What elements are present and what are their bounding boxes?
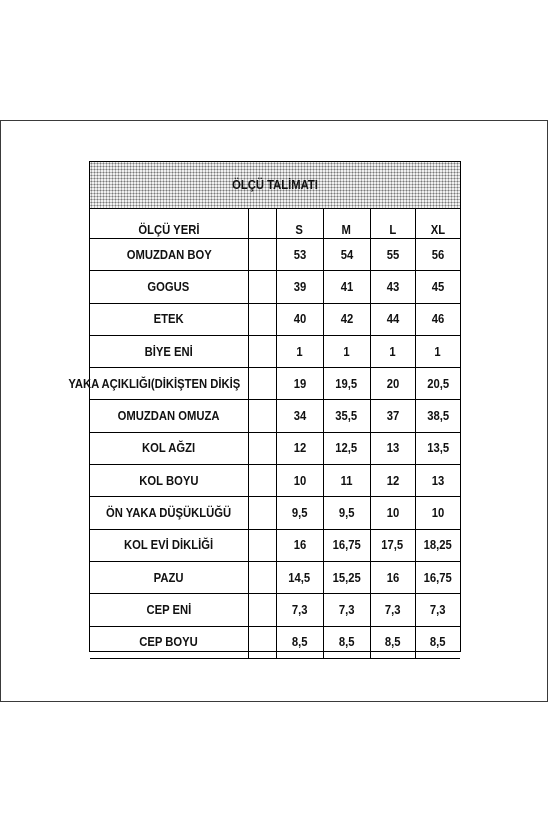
value-cell	[323, 335, 370, 367]
measurement-value: 54	[340, 247, 353, 262]
spacer-cell	[248, 561, 276, 593]
value-cell	[276, 432, 323, 464]
measurement-value: 16	[293, 538, 306, 553]
value-cell	[370, 432, 415, 464]
table-row	[90, 303, 460, 335]
value-cell	[276, 529, 323, 561]
table-row	[90, 497, 460, 529]
measurement-value: 56	[431, 247, 445, 262]
measurement-value: 8,5	[384, 635, 401, 650]
measurement-value: 15,25	[332, 570, 361, 585]
size-header-cell	[415, 209, 460, 239]
measurement-value: 41	[340, 279, 353, 294]
measurement-label: KOL EVİ DİKLİĞİ	[124, 538, 214, 553]
header-row	[90, 209, 460, 239]
size-header-cell	[323, 209, 370, 239]
value-cell	[415, 594, 460, 626]
measurement-label-cell	[90, 465, 248, 497]
value-cell	[415, 497, 460, 529]
measurement-value: 18,25	[423, 538, 452, 553]
value-cell	[276, 239, 323, 271]
measurement-value: 9,5	[291, 506, 308, 521]
measurement-value: 19	[293, 376, 306, 391]
value-cell	[415, 561, 460, 593]
value-cell	[323, 400, 370, 432]
value-cell	[276, 303, 323, 335]
measurement-label: CEP BOYU	[139, 635, 199, 650]
measurement-value: 16,75	[423, 570, 452, 585]
measurement-label-cell	[68, 368, 248, 400]
chart-title: ÖLÇÜ TALİMATI	[232, 178, 318, 192]
value-cell	[276, 497, 323, 529]
value-cell	[323, 626, 370, 658]
measurement-value: 8,5	[291, 635, 308, 650]
measurement-value: 7,3	[384, 602, 401, 617]
value-cell	[415, 239, 460, 271]
header-label: ÖLÇÜ YERİ	[138, 223, 200, 237]
value-cell	[370, 303, 415, 335]
table-row	[90, 561, 460, 593]
value-cell	[323, 529, 370, 561]
measurement-label: ETEK	[153, 312, 184, 327]
value-cell	[370, 497, 415, 529]
measurement-value: 1	[389, 344, 396, 359]
spacer-cell	[248, 529, 276, 561]
measurement-value: 1	[296, 344, 303, 359]
table-row	[90, 626, 460, 658]
measurement-value: 14,5	[288, 570, 311, 585]
value-cell	[415, 368, 460, 400]
measurement-value: 20,5	[426, 376, 449, 391]
value-cell	[276, 400, 323, 432]
value-cell	[370, 271, 415, 303]
table-row	[90, 368, 460, 400]
table-row	[90, 239, 460, 271]
spacer-cell	[248, 368, 276, 400]
value-cell	[370, 335, 415, 367]
value-cell	[415, 529, 460, 561]
measurement-value: 42	[340, 312, 353, 327]
measurement-label-cell	[90, 271, 248, 303]
spacer-cell	[248, 432, 276, 464]
value-cell	[276, 368, 323, 400]
size-header-m: M	[341, 223, 352, 237]
measurement-value: 8,5	[338, 635, 355, 650]
title-band	[90, 161, 460, 209]
measurement-label-cell	[90, 594, 248, 626]
measurement-label-cell	[90, 497, 248, 529]
measurement-value: 1	[434, 344, 441, 359]
measurement-label: ÖN YAKA DÜŞÜKLÜĞÜ	[106, 506, 232, 521]
measurement-value: 19,5	[335, 376, 358, 391]
measurement-label: YAKA AÇIKLIĞI(DİKİŞTEN DİKİŞ	[68, 376, 241, 391]
table-row	[90, 465, 460, 497]
value-cell	[370, 561, 415, 593]
measurement-value: 13	[431, 473, 445, 488]
value-cell	[370, 368, 415, 400]
measurement-value: 55	[386, 247, 399, 262]
measurement-value: 13,5	[426, 441, 449, 456]
header-label-cell	[90, 209, 248, 239]
measurement-label: OMUZDAN BOY	[126, 247, 212, 262]
value-cell	[415, 432, 460, 464]
size-header-cell	[370, 209, 415, 239]
measurement-label: CEP ENİ	[146, 602, 192, 617]
measurement-label-cell	[90, 626, 248, 658]
size-header-s: S	[295, 223, 304, 237]
size-chart-sheet	[68, 161, 461, 652]
measurement-label: OMUZDAN OMUZA	[117, 409, 220, 424]
value-cell	[276, 335, 323, 367]
size-header-cell	[276, 209, 323, 239]
spacer-cell	[248, 400, 276, 432]
measurement-value: 13	[386, 441, 399, 456]
measurement-value: 38,5	[426, 409, 449, 424]
measurement-value: 40	[293, 312, 306, 327]
measurement-label-cell	[90, 561, 248, 593]
spacer-cell	[248, 497, 276, 529]
value-cell	[276, 594, 323, 626]
measurement-value: 9,5	[338, 506, 355, 521]
spacer-cell	[248, 594, 276, 626]
value-cell	[323, 497, 370, 529]
size-header-xl: XL	[430, 223, 445, 237]
measurement-label-cell	[90, 239, 248, 271]
value-cell	[370, 239, 415, 271]
measurement-value: 34	[293, 409, 306, 424]
table-row	[90, 400, 460, 432]
measurement-label: KOL BOYU	[139, 473, 199, 488]
value-cell	[370, 400, 415, 432]
table-row	[90, 335, 460, 367]
measurement-value: 8,5	[429, 635, 446, 650]
measurement-label: PAZU	[153, 570, 184, 585]
value-cell	[323, 303, 370, 335]
measurement-value: 12	[293, 441, 306, 456]
table-row	[90, 594, 460, 626]
value-cell	[276, 465, 323, 497]
value-cell	[415, 400, 460, 432]
table-row	[90, 432, 460, 464]
value-cell	[323, 561, 370, 593]
spacer-cell	[248, 465, 276, 497]
spacer-cell	[248, 626, 276, 658]
measurement-value: 16,75	[332, 538, 361, 553]
value-cell	[323, 368, 370, 400]
measurement-value: 20	[386, 376, 399, 391]
table-row	[90, 529, 460, 561]
measurement-label-cell	[90, 400, 248, 432]
measurement-value: 43	[386, 279, 399, 294]
measurement-label-cell	[90, 529, 248, 561]
measurement-value: 12	[386, 473, 399, 488]
value-cell	[415, 626, 460, 658]
spacer-cell	[248, 335, 276, 367]
measurement-value: 12,5	[335, 441, 358, 456]
value-cell	[276, 626, 323, 658]
value-cell	[370, 594, 415, 626]
spacer-cell	[248, 239, 276, 271]
measurement-label-cell	[90, 335, 248, 367]
measurement-value: 7,3	[338, 602, 355, 617]
measurement-value: 17,5	[381, 538, 404, 553]
measurement-value: 37	[386, 409, 399, 424]
value-cell	[415, 271, 460, 303]
spacer-cell	[248, 271, 276, 303]
value-cell	[323, 239, 370, 271]
value-cell	[370, 529, 415, 561]
measurement-value: 39	[293, 279, 306, 294]
spacer-cell	[248, 209, 276, 239]
value-cell	[276, 271, 323, 303]
measurement-value: 7,3	[291, 602, 308, 617]
size-table	[68, 209, 460, 659]
measurement-value: 53	[293, 247, 306, 262]
measurement-label-cell	[90, 432, 248, 464]
size-header-l: L	[389, 223, 396, 237]
measurement-value: 10	[431, 506, 445, 521]
measurement-label-cell	[90, 303, 248, 335]
measurement-label: BİYE ENİ	[144, 344, 193, 359]
measurement-value: 35,5	[335, 409, 358, 424]
value-cell	[323, 465, 370, 497]
measurement-value: 11	[340, 473, 353, 488]
spacer-cell	[248, 303, 276, 335]
measurement-value: 46	[431, 312, 445, 327]
measurement-value: 10	[386, 506, 399, 521]
value-cell	[323, 271, 370, 303]
measurement-value: 10	[293, 473, 306, 488]
measurement-value: 7,3	[429, 602, 446, 617]
measurement-label: GOGUS	[147, 279, 190, 294]
table-row	[90, 271, 460, 303]
measurement-label: KOL AĞZI	[142, 441, 196, 456]
measurement-value: 16	[386, 570, 399, 585]
measurement-value: 1	[343, 344, 350, 359]
value-cell	[415, 335, 460, 367]
value-cell	[370, 626, 415, 658]
value-cell	[370, 465, 415, 497]
measurement-value: 44	[386, 312, 399, 327]
value-cell	[323, 594, 370, 626]
value-cell	[415, 303, 460, 335]
value-cell	[276, 561, 323, 593]
measurement-value: 45	[431, 279, 445, 294]
value-cell	[415, 465, 460, 497]
value-cell	[323, 432, 370, 464]
